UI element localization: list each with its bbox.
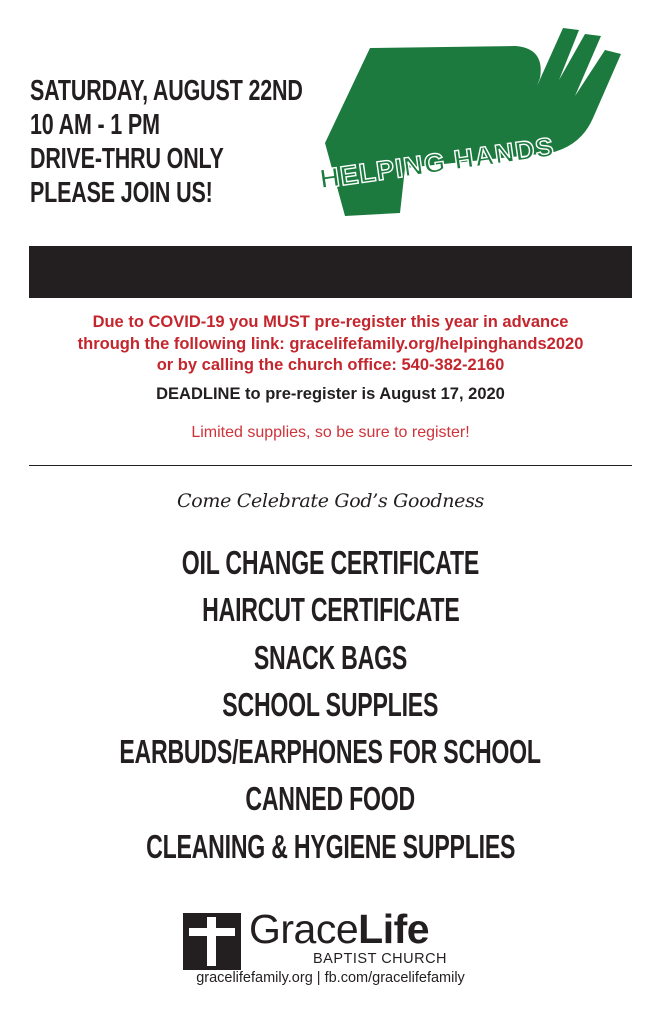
hand-icon	[325, 28, 621, 216]
item-label: CLEANING & HYGIENE SUPPLIES	[145, 827, 516, 865]
limited-supplies-text: Limited supplies, so be sure to register!	[191, 424, 470, 441]
notice-line: Due to COVID-19 you MUST pre-register this year in advance	[92, 313, 569, 331]
event-invite: PLEASE JOIN US!	[30, 177, 213, 209]
item-label: CANNED FOOD	[245, 780, 416, 818]
covid-notice	[20, 312, 641, 377]
divider	[29, 465, 632, 466]
cross-icon	[183, 913, 241, 970]
deadline-text: DEADLINE to pre-register is August 17, 2020	[156, 385, 505, 403]
church-name	[249, 907, 429, 951]
list-item	[0, 685, 661, 732]
helping-hands-logo	[305, 18, 635, 228]
list-item	[0, 543, 661, 590]
giveaway-list	[0, 543, 661, 874]
item-label: SNACK BAGS	[253, 638, 408, 676]
item-label: EARBUDS/EARPHONES FOR SCHOOL	[119, 733, 542, 771]
notice-line: or by calling the church office: 540-382-2160	[156, 356, 505, 374]
list-item	[0, 779, 661, 826]
black-banner	[29, 246, 632, 298]
list-item	[0, 590, 661, 637]
helping-hands-title: HELPING HANDS	[317, 131, 557, 195]
church-name-grace: Grace	[249, 906, 359, 952]
item-label: OIL CHANGE CERTIFICATE	[181, 544, 480, 581]
event-time: 10 AM - 1 PM	[30, 109, 160, 141]
list-item	[0, 638, 661, 685]
event-info	[30, 74, 330, 210]
list-item	[0, 732, 661, 779]
church-links: gracelifefamily.org | fb.com/gracelifefamily	[196, 970, 465, 986]
notice-line: through the following link: gracelifefamily.org/helpinghands2020	[77, 334, 584, 353]
item-label: HAIRCUT CERTIFICATE	[201, 591, 460, 629]
church-name-life: Life	[358, 906, 430, 952]
church-subtitle: BAPTIST CHURCH	[313, 951, 448, 967]
event-date: SATURDAY, AUGUST 22ND	[30, 75, 303, 107]
event-format: DRIVE-THRU ONLY	[30, 143, 224, 175]
list-item	[0, 827, 661, 874]
celebrate-heading: Come Celebrate God’s Goodness	[177, 490, 484, 512]
item-label: SCHOOL SUPPLIES	[222, 685, 439, 723]
